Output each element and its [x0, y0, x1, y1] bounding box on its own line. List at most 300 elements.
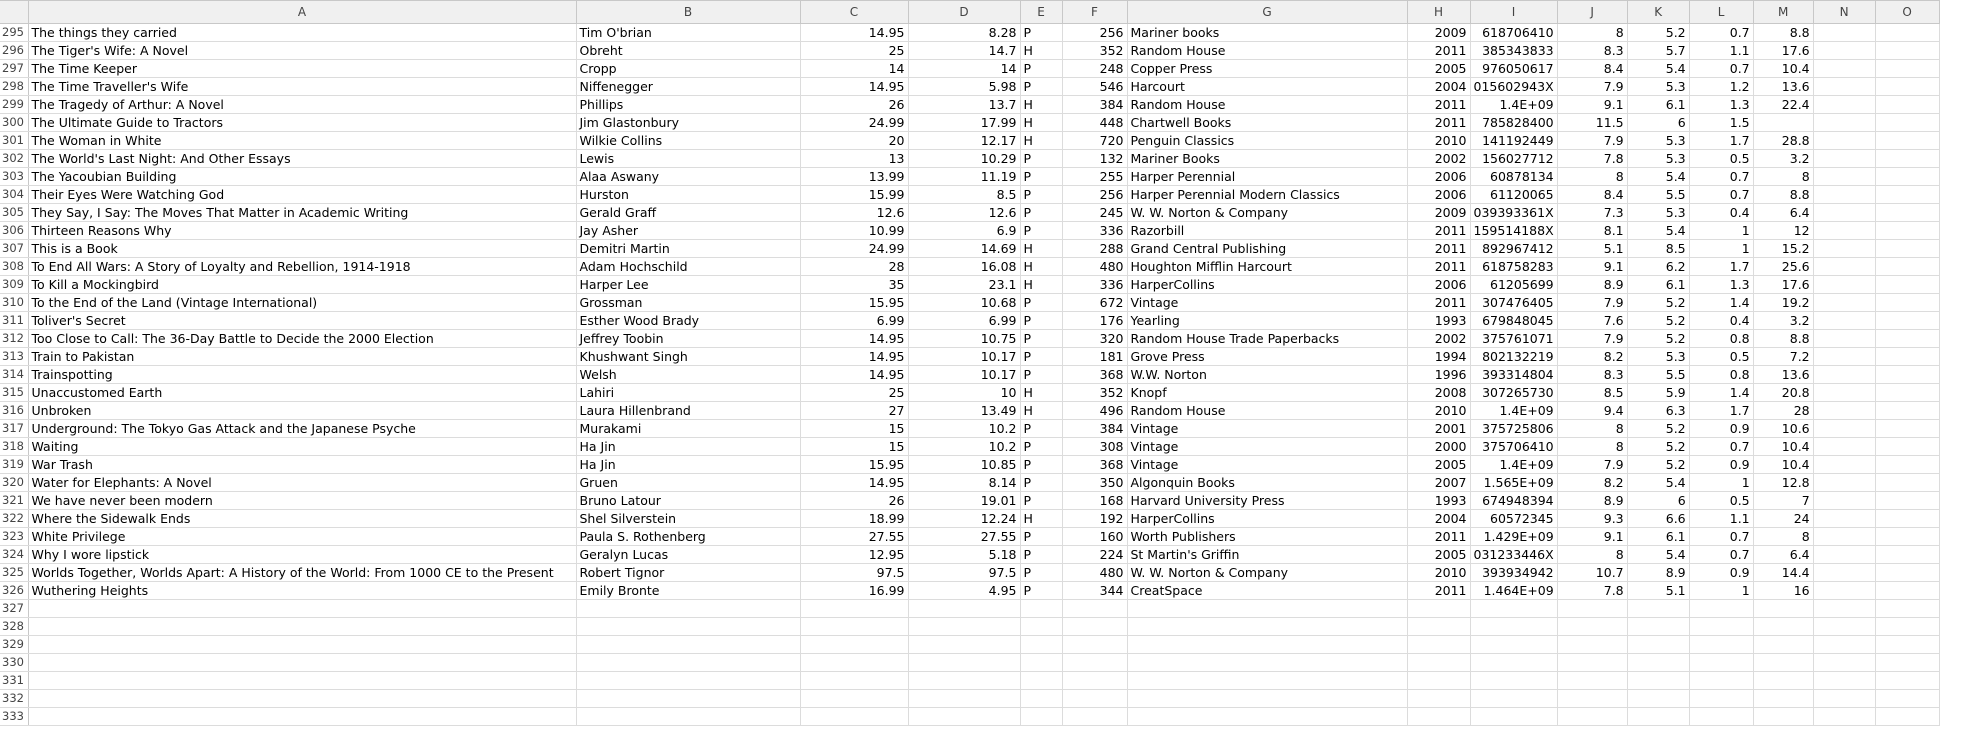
cell-j[interactable] [1557, 708, 1627, 726]
cell-f[interactable]: 224 [1062, 546, 1127, 564]
cell-j[interactable]: 7.9 [1557, 456, 1627, 474]
cell-k[interactable]: 5.2 [1627, 24, 1689, 42]
cell-i[interactable]: 1.464E+09 [1470, 582, 1557, 600]
column-header-l[interactable]: L [1689, 1, 1753, 24]
cell-e[interactable]: P [1020, 168, 1062, 186]
cell-i[interactable]: 039393361X [1470, 204, 1557, 222]
row-header[interactable]: 296 [0, 42, 28, 60]
cell-j[interactable] [1557, 690, 1627, 708]
cell-j[interactable] [1557, 600, 1627, 618]
cell-a[interactable]: The World's Last Night: And Other Essays [28, 150, 576, 168]
cell-a[interactable]: Waiting [28, 438, 576, 456]
cell-g[interactable]: Random House [1127, 96, 1407, 114]
cell-d[interactable]: 10.17 [908, 348, 1020, 366]
cell-i[interactable]: 141192449 [1470, 132, 1557, 150]
cell-k[interactable] [1627, 672, 1689, 690]
cell-m[interactable]: 10.6 [1753, 420, 1813, 438]
cell-m[interactable]: 14.4 [1753, 564, 1813, 582]
cell-o[interactable] [1875, 24, 1939, 42]
cell-m[interactable]: 12.8 [1753, 474, 1813, 492]
cell-f[interactable]: 352 [1062, 384, 1127, 402]
cell-c[interactable]: 14.95 [800, 474, 908, 492]
cell-c[interactable]: 13.99 [800, 168, 908, 186]
cell-l[interactable]: 0.8 [1689, 330, 1753, 348]
cell-b[interactable]: Shel Silverstein [576, 510, 800, 528]
cell-n[interactable] [1813, 600, 1875, 618]
cell-e[interactable]: H [1020, 276, 1062, 294]
cell-j[interactable]: 8.4 [1557, 60, 1627, 78]
cell-m[interactable]: 6.4 [1753, 204, 1813, 222]
cell-l[interactable]: 0.7 [1689, 546, 1753, 564]
cell-i[interactable]: 802132219 [1470, 348, 1557, 366]
cell-h[interactable]: 2008 [1407, 384, 1470, 402]
cell-i[interactable]: 785828400 [1470, 114, 1557, 132]
cell-m[interactable]: 28.8 [1753, 132, 1813, 150]
cell-c[interactable]: 18.99 [800, 510, 908, 528]
cell-g[interactable]: HarperCollins [1127, 276, 1407, 294]
cell-a[interactable]: They Say, I Say: The Moves That Matter in Academic Writing [28, 204, 576, 222]
cell-g[interactable]: CreatSpace [1127, 582, 1407, 600]
cell-f[interactable]: 308 [1062, 438, 1127, 456]
cell-g[interactable] [1127, 708, 1407, 726]
cell-l[interactable]: 0.7 [1689, 60, 1753, 78]
cell-e[interactable]: P [1020, 294, 1062, 312]
cell-o[interactable] [1875, 294, 1939, 312]
cell-o[interactable] [1875, 420, 1939, 438]
cell-n[interactable] [1813, 114, 1875, 132]
cell-c[interactable]: 14.95 [800, 348, 908, 366]
cell-e[interactable]: H [1020, 114, 1062, 132]
cell-o[interactable] [1875, 564, 1939, 582]
cell-f[interactable]: 384 [1062, 420, 1127, 438]
cell-e[interactable]: P [1020, 456, 1062, 474]
cell-i[interactable]: 393934942 [1470, 564, 1557, 582]
cell-k[interactable]: 5.4 [1627, 168, 1689, 186]
cell-c[interactable] [800, 708, 908, 726]
cell-l[interactable]: 0.5 [1689, 348, 1753, 366]
cell-f[interactable]: 160 [1062, 528, 1127, 546]
cell-d[interactable]: 8.28 [908, 24, 1020, 42]
cell-h[interactable]: 2000 [1407, 438, 1470, 456]
cell-h[interactable] [1407, 690, 1470, 708]
cell-h[interactable]: 2011 [1407, 528, 1470, 546]
cell-e[interactable]: P [1020, 186, 1062, 204]
column-header-n[interactable]: N [1813, 1, 1875, 24]
row-header[interactable]: 327 [0, 600, 28, 618]
cell-j[interactable]: 8 [1557, 546, 1627, 564]
cell-f[interactable]: 496 [1062, 402, 1127, 420]
cell-f[interactable]: 176 [1062, 312, 1127, 330]
cell-f[interactable]: 245 [1062, 204, 1127, 222]
cell-b[interactable]: Khushwant Singh [576, 348, 800, 366]
cell-h[interactable]: 2011 [1407, 222, 1470, 240]
cell-h[interactable]: 2009 [1407, 24, 1470, 42]
cell-b[interactable]: Alaa Aswany [576, 168, 800, 186]
cell-o[interactable] [1875, 240, 1939, 258]
cell-e[interactable]: P [1020, 60, 1062, 78]
cell-k[interactable]: 5.2 [1627, 330, 1689, 348]
cell-a[interactable] [28, 672, 576, 690]
row-header[interactable]: 312 [0, 330, 28, 348]
cell-j[interactable]: 8 [1557, 24, 1627, 42]
row-header[interactable]: 332 [0, 690, 28, 708]
cell-g[interactable] [1127, 690, 1407, 708]
cell-n[interactable] [1813, 168, 1875, 186]
cell-e[interactable]: H [1020, 510, 1062, 528]
cell-a[interactable]: Worlds Together, Worlds Apart: A History of the World: From 1000 CE to the Present [28, 564, 576, 582]
cell-o[interactable] [1875, 42, 1939, 60]
cell-l[interactable]: 0.7 [1689, 528, 1753, 546]
cell-k[interactable] [1627, 636, 1689, 654]
cell-c[interactable] [800, 672, 908, 690]
cell-c[interactable]: 12.95 [800, 546, 908, 564]
cell-b[interactable]: Phillips [576, 96, 800, 114]
cell-b[interactable]: Hurston [576, 186, 800, 204]
cell-d[interactable]: 5.18 [908, 546, 1020, 564]
cell-d[interactable]: 10.85 [908, 456, 1020, 474]
cell-m[interactable]: 24 [1753, 510, 1813, 528]
row-header[interactable]: 322 [0, 510, 28, 528]
cell-n[interactable] [1813, 186, 1875, 204]
cell-n[interactable] [1813, 654, 1875, 672]
cell-h[interactable]: 2005 [1407, 546, 1470, 564]
cell-k[interactable]: 5.3 [1627, 204, 1689, 222]
cell-g[interactable]: Houghton Mifflin Harcourt [1127, 258, 1407, 276]
cell-h[interactable] [1407, 618, 1470, 636]
cell-n[interactable] [1813, 456, 1875, 474]
row-header[interactable]: 305 [0, 204, 28, 222]
cell-c[interactable]: 27 [800, 402, 908, 420]
cell-e[interactable]: P [1020, 438, 1062, 456]
cell-l[interactable]: 1.3 [1689, 276, 1753, 294]
cell-b[interactable] [576, 636, 800, 654]
cell-a[interactable]: Why I wore lipstick [28, 546, 576, 564]
cell-b[interactable]: Ha Jin [576, 438, 800, 456]
cell-l[interactable]: 0.7 [1689, 168, 1753, 186]
cell-l[interactable]: 0.4 [1689, 204, 1753, 222]
cell-m[interactable]: 20.8 [1753, 384, 1813, 402]
cell-o[interactable] [1875, 546, 1939, 564]
cell-i[interactable]: 679848045 [1470, 312, 1557, 330]
cell-a[interactable] [28, 654, 576, 672]
cell-n[interactable] [1813, 366, 1875, 384]
cell-n[interactable] [1813, 312, 1875, 330]
cell-k[interactable]: 5.3 [1627, 348, 1689, 366]
column-header-f[interactable]: F [1062, 1, 1127, 24]
row-header[interactable]: 326 [0, 582, 28, 600]
cell-i[interactable]: 307265730 [1470, 384, 1557, 402]
cell-g[interactable]: Vintage [1127, 438, 1407, 456]
cell-a[interactable]: White Privilege [28, 528, 576, 546]
cell-n[interactable] [1813, 276, 1875, 294]
cell-l[interactable] [1689, 654, 1753, 672]
cell-n[interactable] [1813, 330, 1875, 348]
cell-i[interactable]: 618706410 [1470, 24, 1557, 42]
cell-i[interactable]: 618758283 [1470, 258, 1557, 276]
cell-f[interactable]: 336 [1062, 222, 1127, 240]
cell-f[interactable]: 320 [1062, 330, 1127, 348]
cell-o[interactable] [1875, 168, 1939, 186]
cell-b[interactable]: Gruen [576, 474, 800, 492]
cell-o[interactable] [1875, 708, 1939, 726]
cell-c[interactable]: 15.95 [800, 294, 908, 312]
cell-n[interactable] [1813, 240, 1875, 258]
column-header-m[interactable]: M [1753, 1, 1813, 24]
cell-k[interactable]: 6.1 [1627, 96, 1689, 114]
cell-k[interactable]: 6.1 [1627, 528, 1689, 546]
cell-i[interactable]: 156027712 [1470, 150, 1557, 168]
cell-n[interactable] [1813, 258, 1875, 276]
cell-f[interactable] [1062, 708, 1127, 726]
cell-l[interactable]: 1 [1689, 240, 1753, 258]
cell-d[interactable]: 6.9 [908, 222, 1020, 240]
cell-n[interactable] [1813, 582, 1875, 600]
cell-h[interactable]: 2006 [1407, 186, 1470, 204]
cell-c[interactable]: 24.99 [800, 240, 908, 258]
cell-a[interactable]: To End All Wars: A Story of Loyalty and Rebellion, 1914-1918 [28, 258, 576, 276]
cell-o[interactable] [1875, 276, 1939, 294]
cell-d[interactable] [908, 690, 1020, 708]
cell-j[interactable]: 9.3 [1557, 510, 1627, 528]
row-header[interactable]: 316 [0, 402, 28, 420]
cell-k[interactable]: 6.2 [1627, 258, 1689, 276]
cell-j[interactable]: 7.9 [1557, 294, 1627, 312]
cell-e[interactable] [1020, 636, 1062, 654]
cell-m[interactable]: 8 [1753, 528, 1813, 546]
cell-e[interactable]: P [1020, 492, 1062, 510]
cell-e[interactable]: P [1020, 474, 1062, 492]
cell-m[interactable]: 19.2 [1753, 294, 1813, 312]
cell-k[interactable]: 5.2 [1627, 312, 1689, 330]
cell-g[interactable]: St Martin's Griffin [1127, 546, 1407, 564]
row-header[interactable]: 308 [0, 258, 28, 276]
column-header-i[interactable]: I [1470, 1, 1557, 24]
cell-l[interactable]: 1 [1689, 582, 1753, 600]
cell-b[interactable]: Robert Tignor [576, 564, 800, 582]
cell-a[interactable]: Their Eyes Were Watching God [28, 186, 576, 204]
cell-n[interactable] [1813, 492, 1875, 510]
cell-f[interactable] [1062, 690, 1127, 708]
cell-b[interactable]: Jeffrey Toobin [576, 330, 800, 348]
cell-f[interactable]: 256 [1062, 24, 1127, 42]
cell-h[interactable]: 2011 [1407, 114, 1470, 132]
cell-j[interactable]: 7.9 [1557, 132, 1627, 150]
cell-c[interactable]: 26 [800, 96, 908, 114]
cell-d[interactable]: 11.19 [908, 168, 1020, 186]
cell-m[interactable]: 15.2 [1753, 240, 1813, 258]
cell-c[interactable]: 16.99 [800, 582, 908, 600]
cell-c[interactable]: 15.99 [800, 186, 908, 204]
cell-j[interactable]: 8.1 [1557, 222, 1627, 240]
cell-l[interactable]: 1 [1689, 222, 1753, 240]
cell-m[interactable]: 12 [1753, 222, 1813, 240]
cell-o[interactable] [1875, 474, 1939, 492]
cell-m[interactable] [1753, 708, 1813, 726]
cell-c[interactable]: 10.99 [800, 222, 908, 240]
cell-f[interactable]: 384 [1062, 96, 1127, 114]
cell-o[interactable] [1875, 150, 1939, 168]
row-header[interactable]: 302 [0, 150, 28, 168]
cell-e[interactable]: H [1020, 42, 1062, 60]
cell-c[interactable]: 13 [800, 150, 908, 168]
cell-f[interactable]: 480 [1062, 564, 1127, 582]
cell-b[interactable]: Obreht [576, 42, 800, 60]
cell-f[interactable]: 368 [1062, 366, 1127, 384]
cell-j[interactable]: 8.2 [1557, 348, 1627, 366]
cell-i[interactable]: 61205699 [1470, 276, 1557, 294]
row-header[interactable]: 310 [0, 294, 28, 312]
cell-b[interactable] [576, 618, 800, 636]
cell-d[interactable]: 13.49 [908, 402, 1020, 420]
column-header-o[interactable]: O [1875, 1, 1939, 24]
row-header[interactable]: 315 [0, 384, 28, 402]
cell-k[interactable]: 5.3 [1627, 132, 1689, 150]
cell-b[interactable]: Adam Hochschild [576, 258, 800, 276]
cell-m[interactable]: 25.6 [1753, 258, 1813, 276]
cell-k[interactable]: 5.4 [1627, 474, 1689, 492]
cell-g[interactable]: W.W. Norton [1127, 366, 1407, 384]
cell-e[interactable]: P [1020, 150, 1062, 168]
cell-d[interactable]: 14.7 [908, 42, 1020, 60]
cell-c[interactable] [800, 618, 908, 636]
cell-j[interactable] [1557, 618, 1627, 636]
cell-k[interactable]: 5.3 [1627, 150, 1689, 168]
cell-d[interactable]: 10.17 [908, 366, 1020, 384]
cell-g[interactable]: Mariner Books [1127, 150, 1407, 168]
cell-h[interactable] [1407, 672, 1470, 690]
cell-a[interactable]: The Ultimate Guide to Tractors [28, 114, 576, 132]
cell-o[interactable] [1875, 204, 1939, 222]
row-header[interactable]: 318 [0, 438, 28, 456]
cell-o[interactable] [1875, 636, 1939, 654]
cell-h[interactable]: 2005 [1407, 60, 1470, 78]
cell-i[interactable]: 892967412 [1470, 240, 1557, 258]
cell-o[interactable] [1875, 366, 1939, 384]
cell-f[interactable]: 350 [1062, 474, 1127, 492]
cell-b[interactable]: Grossman [576, 294, 800, 312]
cell-a[interactable]: Wuthering Heights [28, 582, 576, 600]
cell-f[interactable]: 672 [1062, 294, 1127, 312]
cell-f[interactable]: 168 [1062, 492, 1127, 510]
cell-m[interactable]: 10.4 [1753, 456, 1813, 474]
cell-k[interactable]: 5.4 [1627, 546, 1689, 564]
cell-d[interactable]: 6.99 [908, 312, 1020, 330]
cell-n[interactable] [1813, 78, 1875, 96]
cell-d[interactable]: 8.5 [908, 186, 1020, 204]
cell-d[interactable]: 10.68 [908, 294, 1020, 312]
cell-h[interactable]: 1994 [1407, 348, 1470, 366]
cell-f[interactable]: 192 [1062, 510, 1127, 528]
cell-o[interactable] [1875, 132, 1939, 150]
cell-k[interactable]: 6 [1627, 492, 1689, 510]
cell-c[interactable]: 27.55 [800, 528, 908, 546]
cell-c[interactable]: 25 [800, 384, 908, 402]
row-header[interactable]: 295 [0, 24, 28, 42]
cell-b[interactable] [576, 708, 800, 726]
column-header-j[interactable]: J [1557, 1, 1627, 24]
cell-c[interactable]: 12.6 [800, 204, 908, 222]
cell-b[interactable]: Geralyn Lucas [576, 546, 800, 564]
cell-n[interactable] [1813, 204, 1875, 222]
row-header[interactable]: 299 [0, 96, 28, 114]
cell-g[interactable]: Harvard University Press [1127, 492, 1407, 510]
cell-h[interactable] [1407, 708, 1470, 726]
cell-m[interactable]: 3.2 [1753, 150, 1813, 168]
cell-d[interactable]: 14.69 [908, 240, 1020, 258]
row-header[interactable]: 314 [0, 366, 28, 384]
cell-j[interactable]: 7.8 [1557, 582, 1627, 600]
cell-o[interactable] [1875, 330, 1939, 348]
cell-e[interactable] [1020, 708, 1062, 726]
column-header-d[interactable]: D [908, 1, 1020, 24]
cell-i[interactable]: 385343833 [1470, 42, 1557, 60]
cell-h[interactable]: 2005 [1407, 456, 1470, 474]
row-header[interactable]: 331 [0, 672, 28, 690]
cell-o[interactable] [1875, 60, 1939, 78]
cell-d[interactable] [908, 618, 1020, 636]
cell-j[interactable]: 7.9 [1557, 78, 1627, 96]
cell-c[interactable]: 25 [800, 42, 908, 60]
cell-a[interactable]: Thirteen Reasons Why [28, 222, 576, 240]
cell-f[interactable]: 132 [1062, 150, 1127, 168]
cell-h[interactable]: 2007 [1407, 474, 1470, 492]
cell-b[interactable]: Esther Wood Brady [576, 312, 800, 330]
cell-c[interactable] [800, 654, 908, 672]
cell-g[interactable]: W. W. Norton & Company [1127, 204, 1407, 222]
row-header[interactable]: 328 [0, 618, 28, 636]
cell-l[interactable]: 0.5 [1689, 150, 1753, 168]
cell-k[interactable] [1627, 654, 1689, 672]
cell-j[interactable]: 8 [1557, 438, 1627, 456]
column-header-e[interactable]: E [1020, 1, 1062, 24]
cell-k[interactable]: 5.7 [1627, 42, 1689, 60]
cell-d[interactable]: 4.95 [908, 582, 1020, 600]
cell-k[interactable]: 5.2 [1627, 456, 1689, 474]
cell-n[interactable] [1813, 708, 1875, 726]
cell-g[interactable]: Harper Perennial Modern Classics [1127, 186, 1407, 204]
cell-g[interactable]: Algonquin Books [1127, 474, 1407, 492]
row-header[interactable]: 306 [0, 222, 28, 240]
cell-o[interactable] [1875, 654, 1939, 672]
cell-m[interactable]: 10.4 [1753, 438, 1813, 456]
cell-o[interactable] [1875, 528, 1939, 546]
cell-i[interactable] [1470, 636, 1557, 654]
cell-k[interactable]: 8.9 [1627, 564, 1689, 582]
row-header[interactable]: 311 [0, 312, 28, 330]
cell-f[interactable]: 288 [1062, 240, 1127, 258]
cell-g[interactable] [1127, 618, 1407, 636]
cell-h[interactable]: 1996 [1407, 366, 1470, 384]
cell-i[interactable]: 1.4E+09 [1470, 402, 1557, 420]
cell-j[interactable]: 9.1 [1557, 258, 1627, 276]
cell-e[interactable]: P [1020, 312, 1062, 330]
cell-b[interactable] [576, 690, 800, 708]
cell-n[interactable] [1813, 546, 1875, 564]
cell-c[interactable]: 26 [800, 492, 908, 510]
cell-f[interactable]: 720 [1062, 132, 1127, 150]
cell-m[interactable]: 17.6 [1753, 276, 1813, 294]
row-header[interactable]: 301 [0, 132, 28, 150]
cell-n[interactable] [1813, 564, 1875, 582]
cell-d[interactable]: 10.2 [908, 438, 1020, 456]
cell-b[interactable]: Jay Asher [576, 222, 800, 240]
row-header[interactable]: 317 [0, 420, 28, 438]
cell-h[interactable]: 2010 [1407, 132, 1470, 150]
cell-b[interactable]: Ha Jin [576, 456, 800, 474]
cell-b[interactable]: Laura Hillenbrand [576, 402, 800, 420]
cell-c[interactable]: 15 [800, 420, 908, 438]
cell-g[interactable] [1127, 672, 1407, 690]
